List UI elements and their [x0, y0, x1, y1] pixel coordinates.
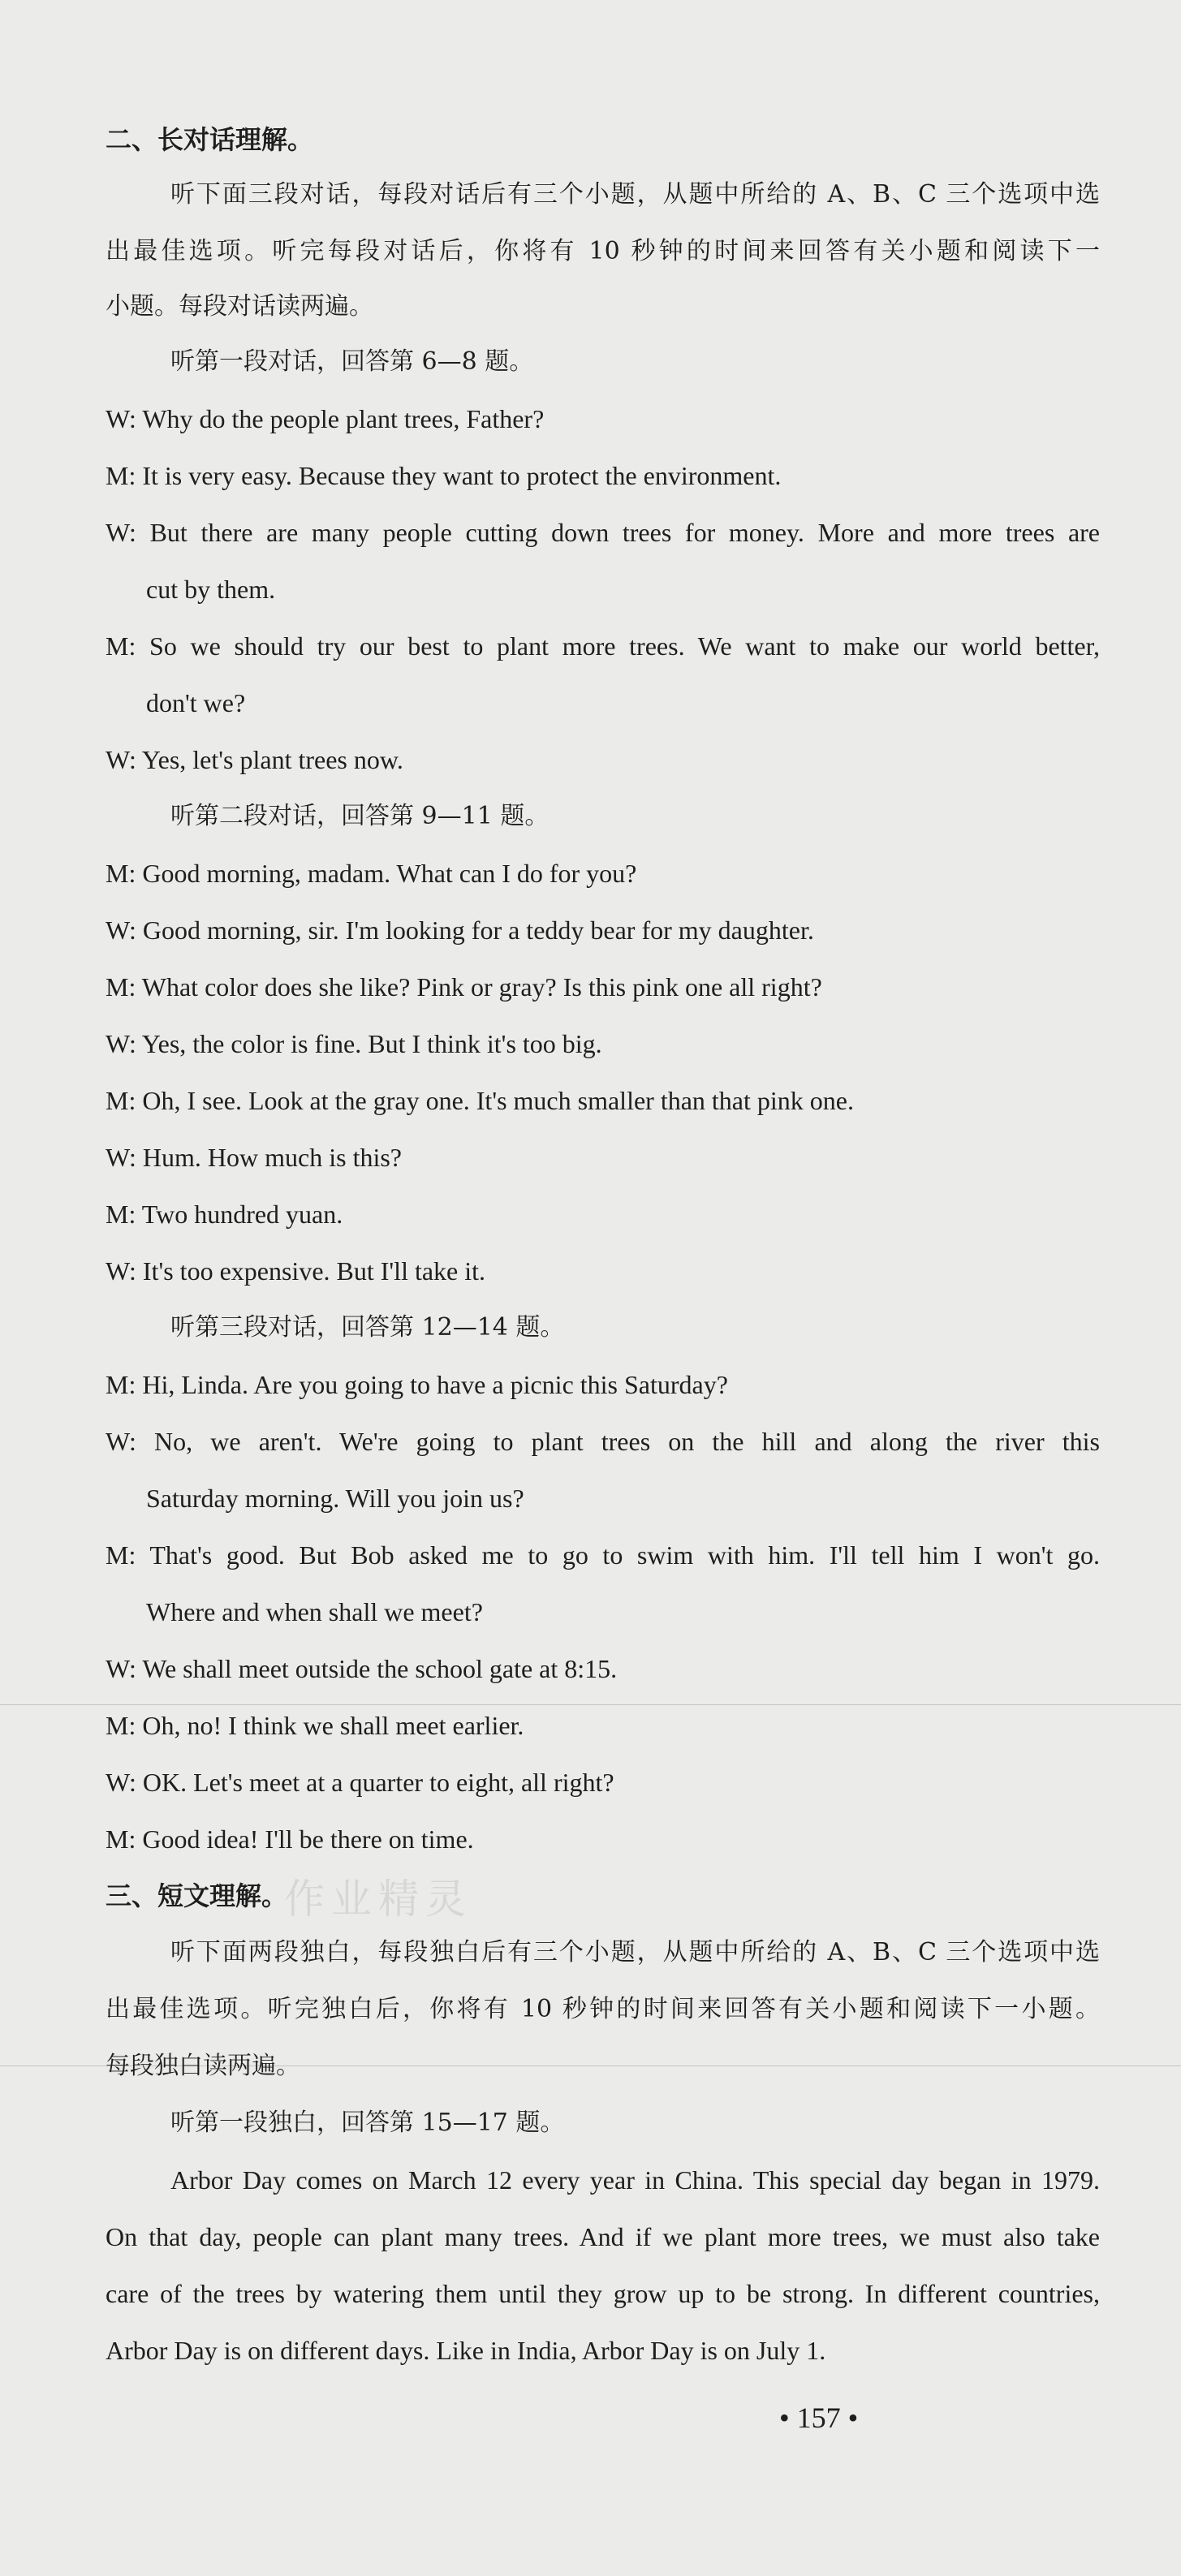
section-heading: 三、短文理解。: [106, 1880, 288, 1911]
instruction-line: 出最佳选项。听完每段对话后，你将有 10 秒钟的时间来回答有关小题和阅读下一: [106, 237, 1100, 265]
dialog-line: Where and when shall we meet?: [146, 1597, 483, 1626]
dialog-line: W: It's too expensive. But I'll take it.: [106, 1256, 486, 1286]
instruction-line: 出最佳选项。听完独白后，你将有 10 秒钟的时间来回答有关小题和阅读下一小题。: [106, 1995, 1100, 2023]
dialog-line: M: It is very easy. Because they want to protect the environment.: [106, 461, 782, 490]
scan-line: [0, 1704, 1181, 1705]
section-heading: 二、长对话理解。: [106, 124, 314, 155]
dialog-line: M: Two hundred yuan.: [106, 1200, 343, 1229]
instruction-line: 每段独白读两遍。: [106, 2052, 300, 2080]
instruction-line: 听下面三段对话，每段对话后有三个小题，从题中所给的 A、B、C 三个选项中选: [170, 180, 1100, 209]
dialog-prompt: 听第一段对话，回答第 6—8 题。: [170, 347, 534, 376]
dialog-line: M: Good idea! I'll be there on time.: [106, 1824, 474, 1854]
instruction-line: 听下面两段独白，每段独白后有三个小题，从题中所给的 A、B、C 三个选项中选: [170, 1938, 1100, 1966]
paragraph-line: Arbor Day is on different days. Like in India, Arbor Day is on July 1.: [106, 2336, 826, 2365]
dialog-line: M: That's good. But Bob asked me to go to swim with him. I'll tell him I won't go.: [106, 1540, 1100, 1570]
dialog-line: Saturday morning. Will you join us?: [146, 1484, 524, 1513]
dialog-line: don't we?: [146, 688, 246, 717]
dialog-line: M: What color does she like? Pink or gray? Is this pink one all right?: [106, 972, 822, 1002]
paragraph-line: care of the trees by watering them until they grow up to be strong. In different countries,: [106, 2279, 1100, 2308]
dialog-line: M: So we should try our best to plant more trees. We want to make our world better,: [106, 631, 1100, 661]
instruction-line: 小题。每段对话读两遍。: [106, 292, 373, 321]
dialog-line: W: Yes, let's plant trees now.: [106, 745, 403, 774]
dialog-line: W: Good morning, sir. I'm looking for a teddy bear for my daughter.: [106, 915, 814, 945]
dialog-line: W: But there are many people cutting down trees for money. More and more trees are: [106, 518, 1100, 547]
dialog-line: M: Hi, Linda. Are you going to have a picnic this Saturday?: [106, 1370, 728, 1399]
dialog-prompt: 听第二段对话，回答第 9—11 题。: [170, 802, 550, 830]
dialog-line: W: We shall meet outside the school gate at 8:15.: [106, 1654, 618, 1683]
paragraph-line: Arbor Day comes on March 12 every year in China. This special day began in 1979.: [170, 2165, 1100, 2195]
watermark: 作业精灵: [284, 1876, 472, 1923]
dialog-line: M: Good morning, madam. What can I do for you?: [106, 859, 637, 888]
dialog-line: W: Why do the people plant trees, Father?: [106, 404, 545, 433]
dialog-line: M: Oh, I see. Look at the gray one. It's much smaller than that pink one.: [106, 1086, 854, 1115]
dialog-line: cut by them.: [146, 575, 276, 604]
dialog-line: W: Hum. How much is this?: [106, 1143, 402, 1172]
dialog-line: W: Yes, the color is fine. But I think it's too big.: [106, 1029, 602, 1058]
paragraph-line: On that day, people can plant many trees. And if we plant more trees, we must also take: [106, 2222, 1100, 2251]
page-number: • 157 •: [779, 2402, 859, 2434]
dialog-line: W: OK. Let's meet at a quarter to eight, all right?: [106, 1768, 614, 1797]
monologue-prompt: 听第一段独白，回答第 15—17 题。: [170, 2109, 565, 2137]
dialog-line: M: Oh, no! I think we shall meet earlier.: [106, 1711, 524, 1740]
dialog-line: W: No, we aren't. We're going to plant trees on the hill and along the river this: [106, 1427, 1100, 1456]
dialog-prompt: 听第三段对话，回答第 12—14 题。: [170, 1313, 565, 1342]
